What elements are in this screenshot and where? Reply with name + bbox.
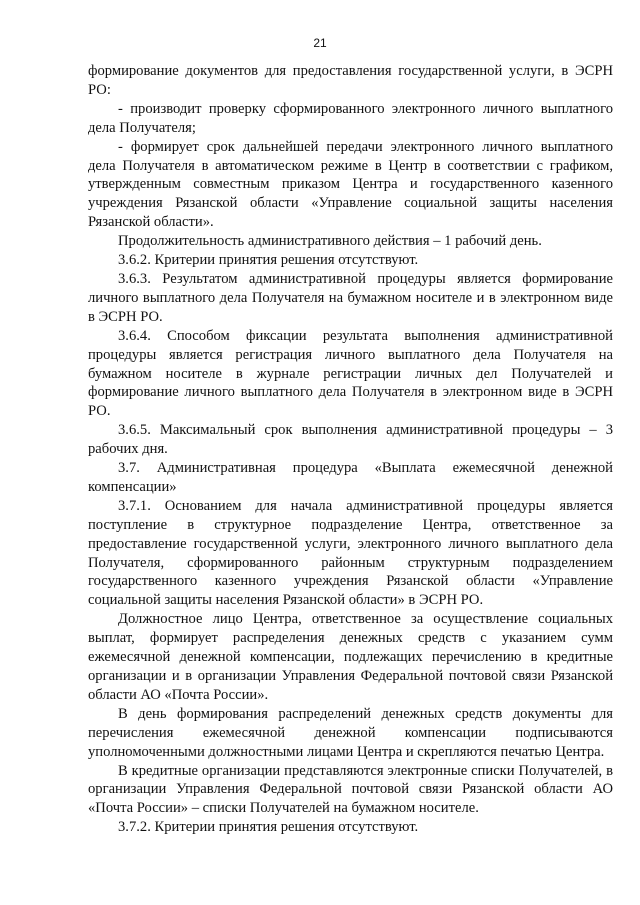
paragraph: 3.6.3. Результатом административной процедуры является формирование личного выплатного дела Получателя на бумажном носителе и в электронном виде в ЭСРН РО. <box>88 270 613 325</box>
paragraph: 3.6.4. Способом фиксации результата выполнения административной процедуры является регистрация личного выплатного дела Получателя на бумажном носителе в журнале регистрации личных дел Получателей и формирование личного выплатного дела Получателя в электронном виде в ЭСРН РО. <box>88 327 613 420</box>
paragraph: В день формирования распределений денежных средств документы для перечисления ежемесячной денежной компенсации подписываются уполномоченными должностными лицами Центра и скрепляются печатью Центра. <box>88 705 613 760</box>
paragraph: 3.6.2. Критерии принятия решения отсутствуют. <box>118 252 419 269</box>
paragraph: В кредитные организации представляются электронные списки Получателей, в организации Управления Федеральной почтовой связи Рязанской области АО «Почта России» – списки Получателей на бумажном носителе. <box>88 762 613 817</box>
paragraph: формирование документов для предоставления государственной услуги, в ЭСРН РО: <box>88 63 613 98</box>
document-body <box>88 62 613 837</box>
paragraph: Продолжительность административного действия – 1 рабочий день. <box>118 233 542 250</box>
paragraph: - производит проверку сформированного электронного личного выплатного дела Получателя; <box>88 100 613 136</box>
paragraph: - формирует срок дальнейшей передачи электронного личного выплатного дела Получателя в автоматическом режиме в Центр в соответствии с графиком, утвержденным совместным приказом Центра и государственного казенного учреждения Рязанской области «Управление социальной защиты населения Рязанской области». <box>88 138 613 231</box>
paragraph: 3.7. Административная процедура «Выплата ежемесячной денежной компенсации» <box>88 460 613 495</box>
paragraph: Должностное лицо Центра, ответственное за осуществление социальных выплат, формирует распределения денежных средств с указанием сумм ежемесячной денежной компенсации, подлежащих перечислению в кредитные организации и в организации Управления Федеральной почтовой связи Рязанской области АО «Почта России». <box>88 611 613 703</box>
paragraph: 3.7.2. Критерии принятия решения отсутствуют. <box>118 819 419 836</box>
paragraph: 3.7.1. Основанием для начала административной процедуры является поступление в структурное подразделение Центра, ответственное за предоставление государственной услуги, электронного личного выплатного дела Получателя, сформированного районным структурным подразделением государственного казенного учреждения Рязанской области «Управление социальной защиты населения Рязанской области» в ЭСРН РО. <box>88 497 613 609</box>
page-number: 21 <box>313 36 327 50</box>
paragraph: 3.6.5. Максимальный срок выполнения административной процедуры – 3 рабочих дня. <box>88 422 613 458</box>
